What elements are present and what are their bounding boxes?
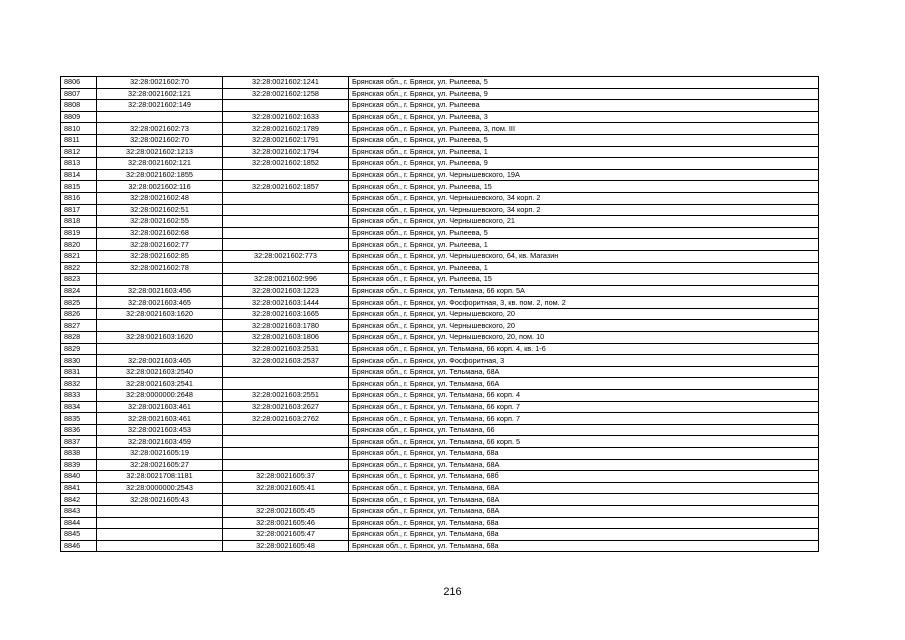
parcel-number-cell: 32:28:0021602:70 [97,77,223,89]
table-row [61,390,819,402]
building-number-cell: 32:28:0021603:2551 [223,390,349,402]
address-cell: Брянская обл., г. Брянск, ул. Рылеева, 15 [349,274,819,286]
address-cell: Брянская обл., г. Брянск, ул. Рылеева, 5 [349,227,819,239]
table-row [61,401,819,413]
parcel-number-cell: 32:28:0021602:121 [97,88,223,100]
table-row [61,262,819,274]
table-row [61,517,819,529]
building-number-cell: 32:28:0021605:41 [223,482,349,494]
row-number-cell: 8827 [61,320,97,332]
building-number-cell [223,227,349,239]
row-number-cell: 8832 [61,378,97,390]
table-row [61,134,819,146]
table-row [61,297,819,309]
row-number-cell: 8830 [61,355,97,367]
row-number-cell: 8815 [61,181,97,193]
parcel-number-cell: 32:28:0021602:70 [97,134,223,146]
parcel-number-cell: 32:28:0021603:1620 [97,308,223,320]
table-row [61,111,819,123]
row-number-cell: 8834 [61,401,97,413]
address-cell: Брянская обл., г. Брянск, ул. Чернышевского, 20, пом. 10 [349,332,819,344]
row-number-cell: 8828 [61,332,97,344]
address-cell: Брянская обл., г. Брянск, ул. Тельмана, 68А [349,459,819,471]
building-number-cell: 32:28:0021602:1791 [223,134,349,146]
address-cell: Брянская обл., г. Брянск, ул. Рылеева, 3 [349,111,819,123]
building-number-cell: 32:28:0021605:47 [223,529,349,541]
row-number-cell: 8807 [61,88,97,100]
building-number-cell [223,436,349,448]
table-row [61,320,819,332]
address-cell: Брянская обл., г. Брянск, ул. Тельмана, 66А [349,378,819,390]
building-number-cell [223,169,349,181]
address-cell: Брянская обл., г. Брянск, ул. Чернышевского, 34 корп. 2 [349,204,819,216]
parcel-number-cell: 32:28:0021603:2541 [97,378,223,390]
parcel-number-cell [97,505,223,517]
row-number-cell: 8810 [61,123,97,135]
building-number-cell: 32:28:0021603:2537 [223,355,349,367]
address-cell: Брянская обл., г. Брянск, ул. Рылеева, 1 [349,262,819,274]
address-cell: Брянская обл., г. Брянск, ул. Тельмана, 68А [349,505,819,517]
address-cell: Брянская обл., г. Брянск, ул. Рылеева [349,100,819,112]
building-number-cell: 32:28:0021603:1223 [223,285,349,297]
building-number-cell [223,239,349,251]
table-row [61,216,819,228]
row-number-cell: 8819 [61,227,97,239]
table-row [61,448,819,460]
row-number-cell: 8833 [61,390,97,402]
row-number-cell: 8845 [61,529,97,541]
parcel-number-cell: 32:28:0021602:51 [97,204,223,216]
address-cell: Брянская обл., г. Брянск, ул. Тельмана, 68а [349,540,819,552]
table-row [61,123,819,135]
address-cell: Брянская обл., г. Брянск, ул. Тельмана, 68А [349,366,819,378]
building-number-cell: 32:28:0021602:996 [223,274,349,286]
parcel-number-cell: 32:28:0021602:116 [97,181,223,193]
row-number-cell: 8824 [61,285,97,297]
parcel-number-cell: 32:28:0021602:149 [97,100,223,112]
row-number-cell: 8844 [61,517,97,529]
building-number-cell: 32:28:0021603:2627 [223,401,349,413]
building-number-cell [223,424,349,436]
address-cell: Брянская обл., г. Брянск, ул. Рылеева, 1 [349,239,819,251]
address-cell: Брянская обл., г. Брянск, ул. Рылеева, 9 [349,158,819,170]
building-number-cell: 32:28:0021602:1789 [223,123,349,135]
building-number-cell [223,100,349,112]
table-row [61,285,819,297]
address-cell: Брянская обл., г. Брянск, ул. Рылеева, 15 [349,181,819,193]
address-cell: Брянская обл., г. Брянск, ул. Тельмана, 66 корп. 7 [349,413,819,425]
row-number-cell: 8839 [61,459,97,471]
address-cell: Брянская обл., г. Брянск, ул. Рылеева, 5 [349,134,819,146]
building-number-cell: 32:28:0021602:1794 [223,146,349,158]
table-row [61,424,819,436]
row-number-cell: 8813 [61,158,97,170]
parcel-number-cell: 32:28:0021605:43 [97,494,223,506]
building-number-cell [223,192,349,204]
parcel-number-cell [97,529,223,541]
building-number-cell [223,262,349,274]
building-number-cell: 32:28:0021605:45 [223,505,349,517]
table-row [61,250,819,262]
parcel-number-cell: 32:28:0021602:85 [97,250,223,262]
table-row [61,355,819,367]
address-cell: Брянская обл., г. Брянск, ул. Рылеева, 3, пом. III [349,123,819,135]
parcel-number-cell: 32:28:0021603:2540 [97,366,223,378]
table-row [61,169,819,181]
building-number-cell: 32:28:0021602:1633 [223,111,349,123]
parcel-number-cell: 32:28:0021602:1855 [97,169,223,181]
table-row [61,77,819,89]
parcel-number-cell [97,343,223,355]
table-row [61,146,819,158]
row-number-cell: 8831 [61,366,97,378]
parcel-number-cell: 32:28:0021602:73 [97,123,223,135]
address-cell: Брянская обл., г. Брянск, ул. Тельмана, 66 корп. 4 [349,390,819,402]
row-number-cell: 8820 [61,239,97,251]
building-number-cell [223,204,349,216]
parcel-number-cell: 32:28:0000000:2648 [97,390,223,402]
table-row [61,239,819,251]
building-number-cell [223,366,349,378]
row-number-cell: 8821 [61,250,97,262]
building-number-cell: 32:28:0021603:1806 [223,332,349,344]
table-row [61,100,819,112]
building-number-cell: 32:28:0021603:1665 [223,308,349,320]
address-cell: Брянская обл., г. Брянск, ул. Чернышевского, 21 [349,216,819,228]
table-row [61,529,819,541]
row-number-cell: 8835 [61,413,97,425]
parcel-number-cell: 32:28:0021605:27 [97,459,223,471]
address-cell: Брянская обл., г. Брянск, ул. Рылеева, 9 [349,88,819,100]
building-number-cell: 32:28:0021602:773 [223,250,349,262]
row-number-cell: 8838 [61,448,97,460]
row-number-cell: 8829 [61,343,97,355]
row-number-cell: 8812 [61,146,97,158]
table-row [61,378,819,390]
row-number-cell: 8823 [61,274,97,286]
table-row [61,505,819,517]
building-number-cell: 32:28:0021603:1444 [223,297,349,309]
address-cell: Брянская обл., г. Брянск, ул. Тельмана, 66 [349,424,819,436]
address-cell: Брянская обл., г. Брянск, ул. Тельмана, 68а [349,448,819,460]
building-number-cell [223,494,349,506]
table-row [61,494,819,506]
address-cell: Брянская обл., г. Брянск, ул. Тельмана, 68А [349,482,819,494]
building-number-cell: 32:28:0021605:48 [223,540,349,552]
parcel-number-cell: 32:28:0021708:1181 [97,471,223,483]
building-number-cell [223,216,349,228]
row-number-cell: 8837 [61,436,97,448]
table-row [61,181,819,193]
parcel-number-cell [97,540,223,552]
parcel-number-cell: 32:28:0021602:121 [97,158,223,170]
address-cell: Брянская обл., г. Брянск, ул. Чернышевского, 20 [349,320,819,332]
address-cell: Брянская обл., г. Брянск, ул. Тельмана, 66 корп. 5 [349,436,819,448]
table-row [61,482,819,494]
building-number-cell: 32:28:0021605:37 [223,471,349,483]
row-number-cell: 8808 [61,100,97,112]
table-row [61,471,819,483]
parcel-number-cell: 32:28:0021602:55 [97,216,223,228]
address-cell: Брянская обл., г. Брянск, ул. Фосфоритная, 3, кв. пом. 2, пом. 2 [349,297,819,309]
address-cell: Брянская обл., г. Брянск, ул. Тельмана, 66 корп. 7 [349,401,819,413]
address-cell: Брянская обл., г. Брянск, ул. Тельмана, 68а [349,529,819,541]
row-number-cell: 8846 [61,540,97,552]
address-cell: Брянская обл., г. Брянск, ул. Тельмана, 68б [349,471,819,483]
parcel-number-cell [97,111,223,123]
table-row [61,332,819,344]
row-number-cell: 8822 [61,262,97,274]
parcel-number-cell: 32:28:0021602:77 [97,239,223,251]
address-cell: Брянская обл., г. Брянск, ул. Тельмана, 68а [349,517,819,529]
building-number-cell [223,459,349,471]
table-row [61,158,819,170]
table-row [61,308,819,320]
cadastral-table [60,76,819,552]
row-number-cell: 8818 [61,216,97,228]
parcel-number-cell: 32:28:0021602:48 [97,192,223,204]
building-number-cell: 32:28:0021602:1852 [223,158,349,170]
row-number-cell: 8811 [61,134,97,146]
table-row [61,540,819,552]
parcel-number-cell: 32:28:0021603:465 [97,297,223,309]
parcel-number-cell [97,274,223,286]
building-number-cell: 32:28:0021603:1780 [223,320,349,332]
address-cell: Брянская обл., г. Брянск, ул. Рылеева, 5 [349,77,819,89]
building-number-cell [223,448,349,460]
parcel-number-cell: 32:28:0021602:68 [97,227,223,239]
parcel-number-cell: 32:28:0021603:1620 [97,332,223,344]
row-number-cell: 8809 [61,111,97,123]
row-number-cell: 8825 [61,297,97,309]
row-number-cell: 8836 [61,424,97,436]
cadastral-table-body [61,77,819,552]
parcel-number-cell: 32:28:0021603:459 [97,436,223,448]
parcel-number-cell: 32:28:0021602:78 [97,262,223,274]
building-number-cell [223,378,349,390]
table-row [61,204,819,216]
row-number-cell: 8826 [61,308,97,320]
row-number-cell: 8841 [61,482,97,494]
parcel-number-cell: 32:28:0021603:461 [97,413,223,425]
table-row [61,343,819,355]
building-number-cell: 32:28:0021603:2531 [223,343,349,355]
parcel-number-cell: 32:28:0021603:456 [97,285,223,297]
row-number-cell: 8806 [61,77,97,89]
row-number-cell: 8842 [61,494,97,506]
table-row [61,436,819,448]
address-cell: Брянская обл., г. Брянск, ул. Тельмана, 66 корп. 4, кв. 1-6 [349,343,819,355]
page-number: 216 [443,586,462,598]
table-row [61,274,819,286]
table-row [61,227,819,239]
address-cell: Брянская обл., г. Брянск, ул. Чернышевского, 20 [349,308,819,320]
address-cell: Брянская обл., г. Брянск, ул. Фосфоритная, 3 [349,355,819,367]
building-number-cell: 32:28:0021602:1258 [223,88,349,100]
address-cell: Брянская обл., г. Брянск, ул. Тельмана, 66 корп. 5А [349,285,819,297]
address-cell: Брянская обл., г. Брянск, ул. Чернышевского, 64, кв. Магазин [349,250,819,262]
table-row [61,413,819,425]
address-cell: Брянская обл., г. Брянск, ул. Тельмана, 68А [349,494,819,506]
parcel-number-cell: 32:28:0000000:2543 [97,482,223,494]
table-row [61,459,819,471]
address-cell: Брянская обл., г. Брянск, ул. Рылеева, 1 [349,146,819,158]
parcel-number-cell: 32:28:0021603:465 [97,355,223,367]
address-cell: Брянская обл., г. Брянск, ул. Чернышевского, 34 корп. 2 [349,192,819,204]
table-row [61,88,819,100]
row-number-cell: 8843 [61,505,97,517]
table-row [61,192,819,204]
row-number-cell: 8817 [61,204,97,216]
parcel-number-cell: 32:28:0021602:1213 [97,146,223,158]
building-number-cell: 32:28:0021602:1857 [223,181,349,193]
parcel-number-cell [97,517,223,529]
row-number-cell: 8840 [61,471,97,483]
parcel-number-cell [97,320,223,332]
building-number-cell: 32:28:0021605:46 [223,517,349,529]
building-number-cell: 32:28:0021602:1241 [223,77,349,89]
row-number-cell: 8816 [61,192,97,204]
parcel-number-cell: 32:28:0021603:461 [97,401,223,413]
building-number-cell: 32:28:0021603:2762 [223,413,349,425]
table-row [61,366,819,378]
address-cell: Брянская обл., г. Брянск, ул. Чернышевского, 19А [349,169,819,181]
parcel-number-cell: 32:28:0021603:453 [97,424,223,436]
row-number-cell: 8814 [61,169,97,181]
parcel-number-cell: 32:28:0021605:19 [97,448,223,460]
